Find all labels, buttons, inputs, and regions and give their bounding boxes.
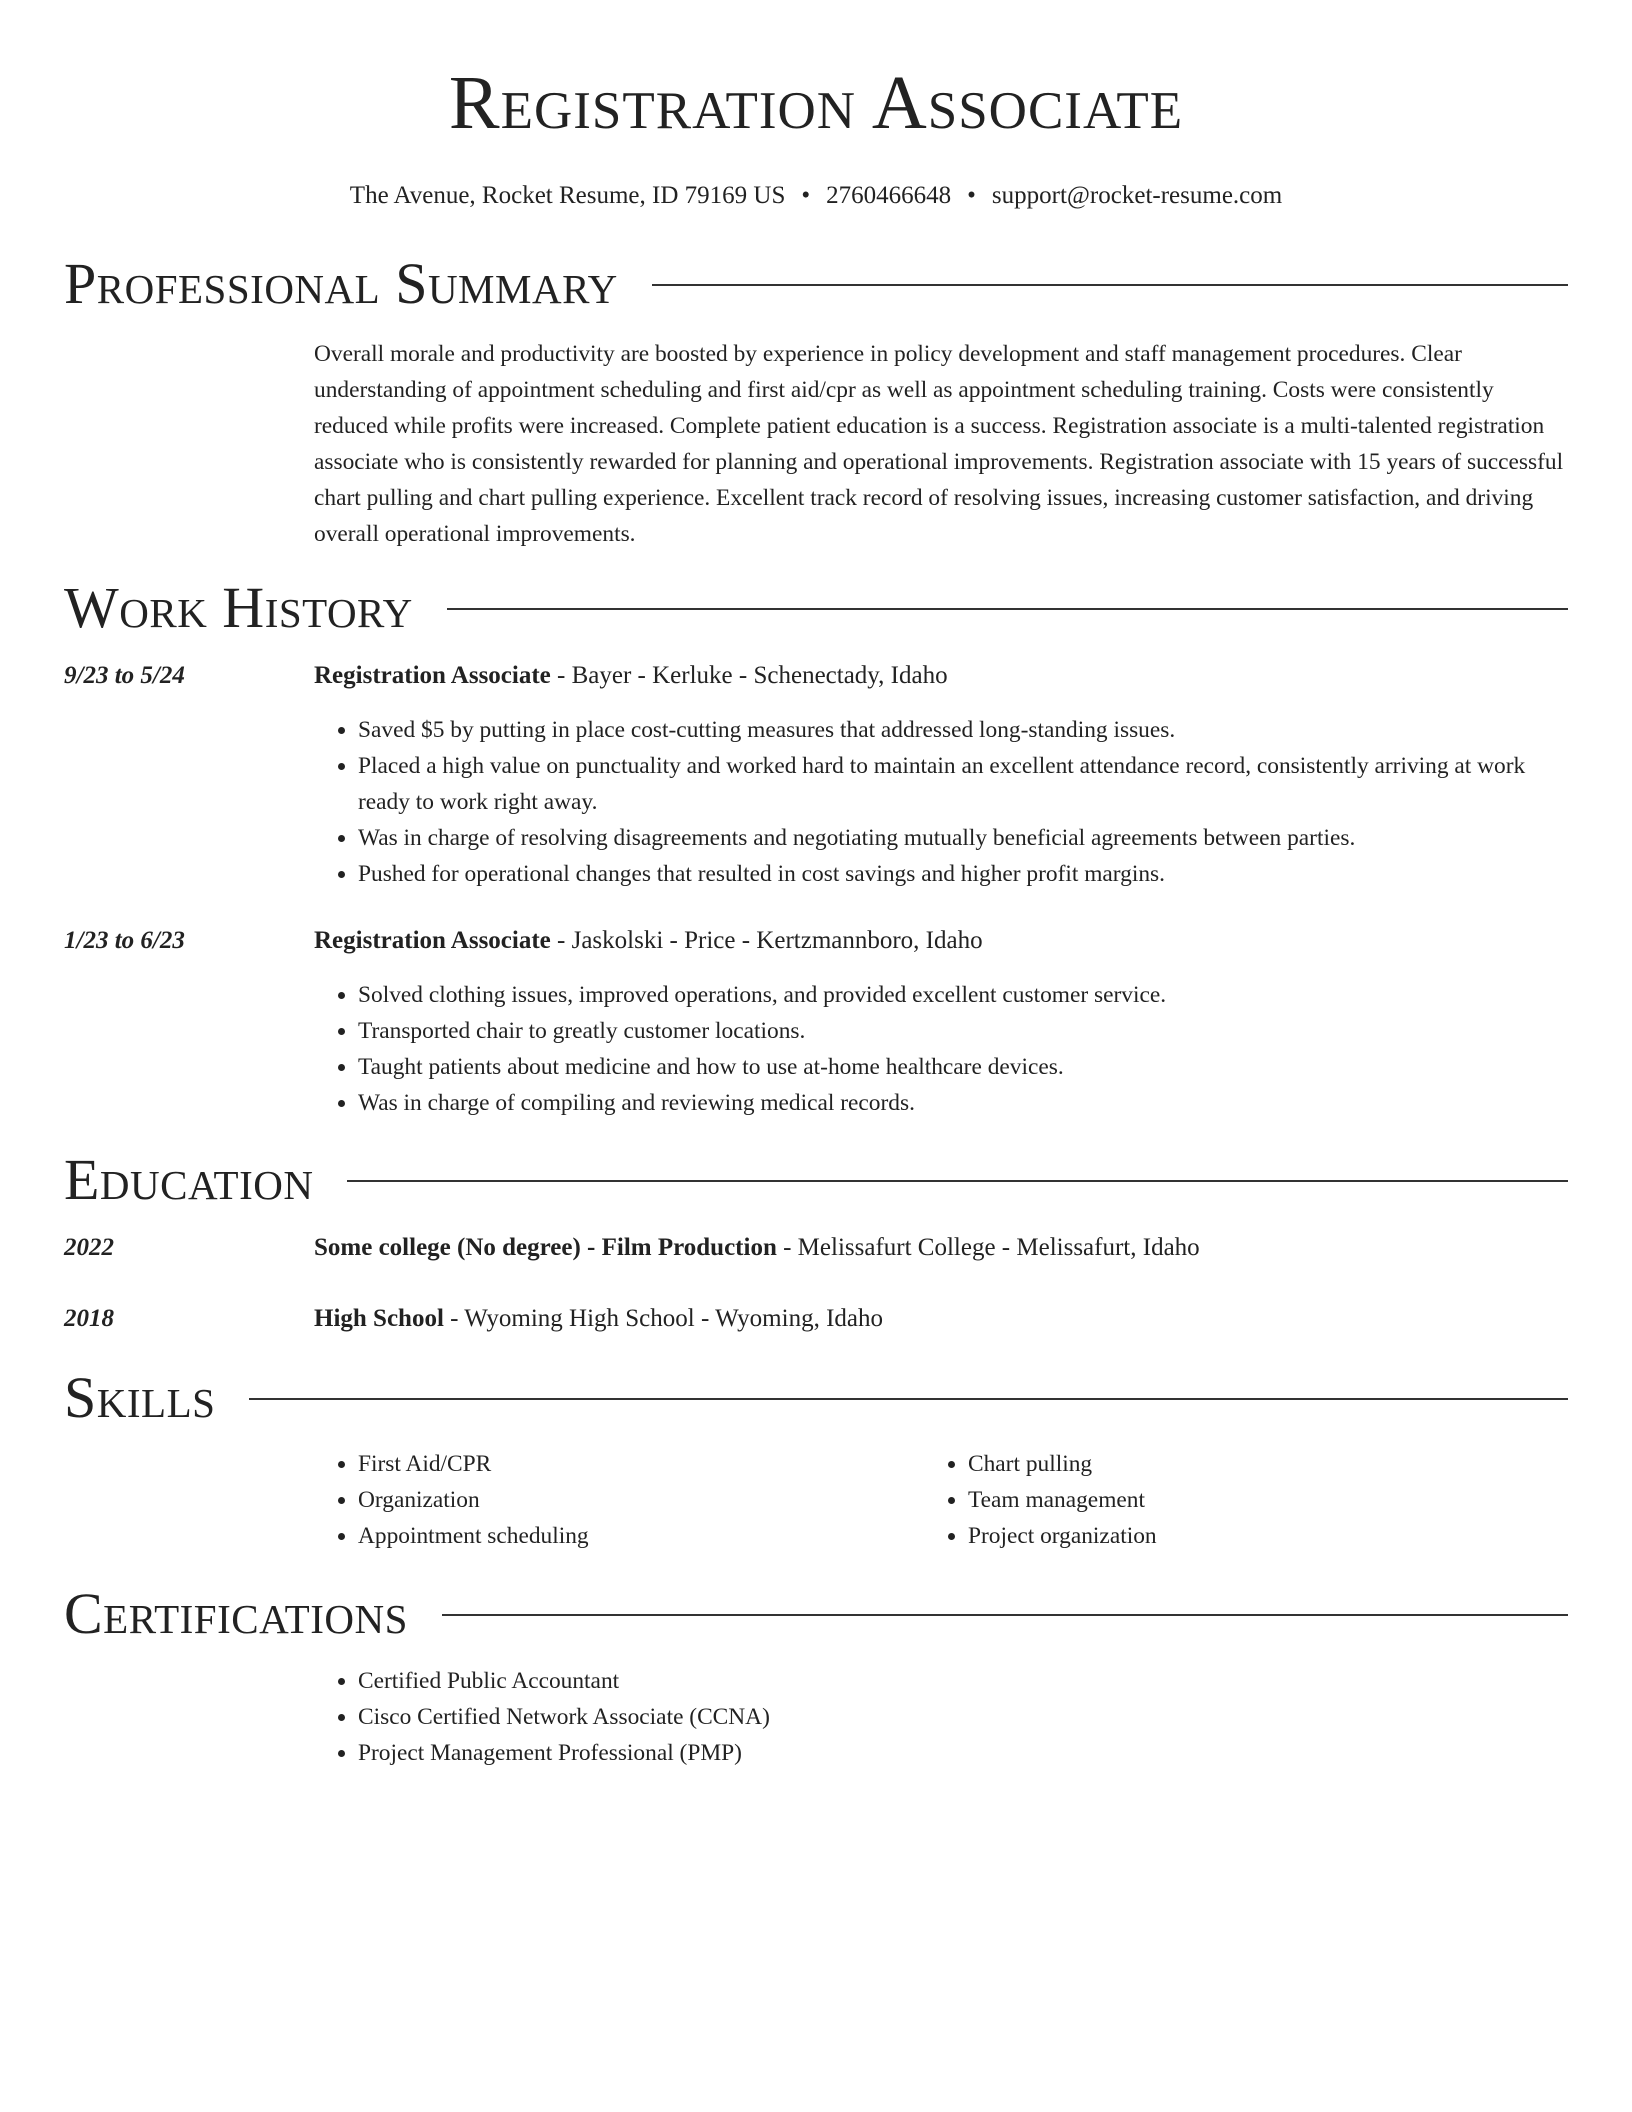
contact-separator: • [967, 182, 976, 209]
list-item: • Solved clothing issues, improved operations, and provided excellent customer service. [358, 977, 1568, 1013]
job-title-line [314, 925, 1568, 957]
list-item: • Saved $5 by putting in place cost-cutting measures that addressed long-standing issues. [358, 712, 1568, 748]
skills-section-header [64, 1365, 1568, 1430]
education-year: 2022 [64, 1234, 114, 1261]
contact-address: The Avenue, Rocket Resume, ID 79169 US [349, 182, 786, 209]
education-degree: High School [314, 1305, 444, 1332]
summary-text: Overall morale and productivity are boosted by experience in policy development and staff management procedures. Clear understanding of appointment scheduling and first aid/cpr as well as appointment scheduling training. Costs were consistently reduced while profits were increased. Complete patient education is a success. Registration associate is a multi-talented registration associate who is consistently rewarded for planning and operational improvements. Registration associate with 15 years of successful chart pulling and chart pulling experience. Excellent track record of resolving issues, increasing customer satisfaction, and driving overall operational improvements. [314, 341, 1564, 547]
contact-email: support@rocket-resume.com [991, 182, 1283, 209]
job-title: Registration Associate [314, 927, 551, 954]
education-degree: Some college (No degree) - Film Production [314, 1234, 777, 1261]
job-dates: 9/23 to 5/24 [64, 662, 185, 689]
contact-separator: • [801, 182, 811, 209]
certification-item: • Project Management Professional (PMP) [358, 1735, 1568, 1771]
section-divider [249, 1398, 1568, 1400]
list-item: • Was in charge of resolving disagreements and negotiating mutually beneficial agreements between parties. [358, 820, 1568, 856]
list-item: • Placed a high value on punctuality and worked hard to maintain an excellent attendance record, consistently arriving at work ready to work right away. [358, 748, 1568, 820]
work-section-header [64, 575, 1568, 640]
education-section-header [64, 1147, 1568, 1212]
contact-phone: 2760466648 [826, 182, 952, 209]
certifications-heading: Certifications [64, 1581, 408, 1646]
job-bullets [314, 977, 1568, 1121]
job-employer: - Jaskolski - Price - Kertzmannboro, Idaho [550, 927, 983, 954]
certifications-section-header [64, 1581, 1568, 1646]
list-item: • Pushed for operational changes that resulted in cost savings and higher profit margins. [358, 856, 1568, 892]
list-item: • Was in charge of compiling and reviewing medical records. [358, 1085, 1568, 1121]
section-divider [447, 608, 1568, 610]
work-heading: Work History [64, 575, 413, 640]
certification-item: • Cisco Certified Network Associate (CCNA) [358, 1699, 1568, 1735]
skills-heading: Skills [64, 1365, 216, 1430]
candidate-name: Registration Associate [448, 61, 1184, 145]
certification-item: • Certified Public Accountant [358, 1663, 1568, 1699]
certifications-list [314, 1663, 1568, 1771]
education-line [314, 1303, 1568, 1335]
list-item: • Taught patients about medicine and how to use at-home healthcare devices. [358, 1049, 1568, 1085]
skill-item: • Appointment scheduling [358, 1518, 918, 1554]
skill-item: • First Aid/CPR [358, 1446, 918, 1482]
job-bullets [314, 712, 1568, 892]
job-employer: - Bayer - Kerluke - Schenectady, Idaho [550, 662, 948, 689]
education-school: - Melissafurt College - Melissafurt, Idaho [776, 1234, 1200, 1261]
list-item: • Transported chair to greatly customer locations. [358, 1013, 1568, 1049]
contact-line [0, 180, 1632, 212]
skills-list-right [924, 1446, 1528, 1554]
skill-item: • Project organization [968, 1518, 1528, 1554]
education-year: 2018 [64, 1305, 114, 1332]
education-heading: Education [64, 1147, 314, 1212]
skills-list-left [314, 1446, 918, 1554]
job-title-line [314, 660, 1568, 692]
section-divider [347, 1180, 1568, 1182]
skill-item: • Chart pulling [968, 1446, 1528, 1482]
education-school: - Wyoming High School - Wyoming, Idaho [443, 1305, 883, 1332]
job-title: Registration Associate [314, 662, 551, 689]
summary-section-header [64, 251, 1568, 316]
education-line [314, 1232, 1568, 1264]
skill-item: • Team management [968, 1482, 1528, 1518]
skill-item: • Organization [358, 1482, 918, 1518]
summary-heading: Professional Summary [64, 251, 618, 316]
section-divider [652, 284, 1568, 286]
job-dates: 1/23 to 6/23 [64, 927, 185, 954]
section-divider [442, 1614, 1568, 1616]
